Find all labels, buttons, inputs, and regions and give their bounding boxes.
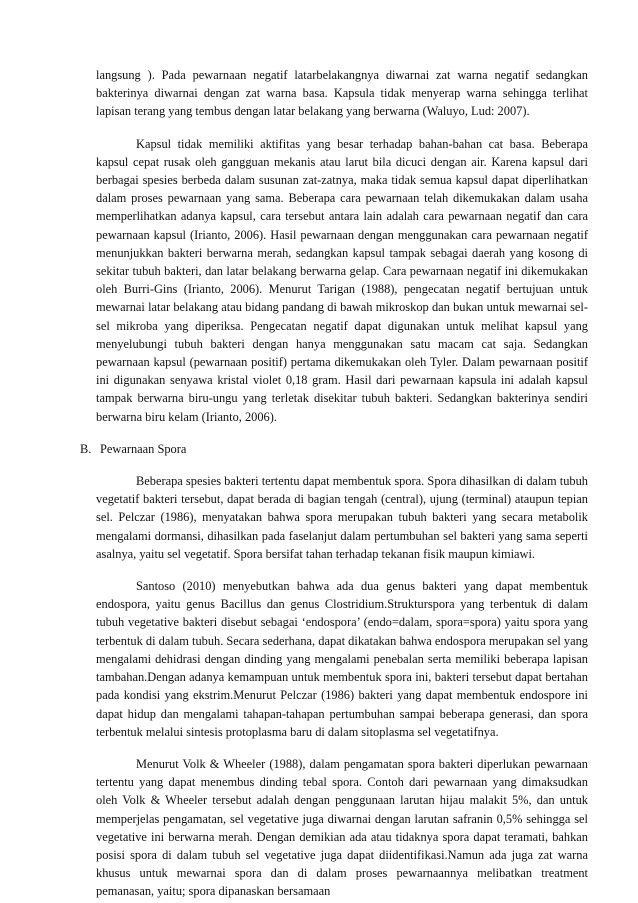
- paragraph-spore-staining: Menurut Volk & Wheeler (1988), dalam pengamatan spora bakteri diperlukan pewarnaan tertentu yang dapat menembus dinding tebal spora. Contoh dari pewarnaan yang dimaksudkan oleh Volk & Wheeler tersebut adalah dengan penggunaan larutan hijau malakit 5%, dan untuk memperjelas pengamatan, sel vegetative juga diwarnai dengan larutan safranin 0,5% sehingga sel vegetative ini berwarna merah. Dengan demikian ada atau tidaknya spora dapat teramati, bahkan posisi spora di dalam tubuh sel vegetative juga dapat diidentifikasi.Namun ada juga zat warna khusus untuk mewarnai spora dan di dalam proses pewarnaannya melibatkan treatment pemanasan, yaitu; spora dipanaskan bersamaan: [96, 756, 588, 899]
- section-letter: B.: [80, 441, 92, 456]
- document-page: [80, 66, 588, 901]
- paragraph-capsule-staining: Kapsul tidak memiliki aktifitas yang besar terhadap bahan-bahan cat basa. Beberapa kapsul cepat rusak oleh gangguan mekanis atau larut bila dicuci dengan air. Karena kapsul dari berbagai spesies berbeda dalam susunan zat-zatnya, maka tidak semua kapsul dapat diperlihatkan dalam proses pewarnaan yang sama. Beberapa cara pewarnaan telah dikemukakan dalam usaha memperlihatkan adanya kapsul, cara tersebut antara lain adalah cara pewarnaan negatif dan cara pewarnaan kapsul (Irianto, 2006). Hasil pewarnaan dengan menggunakan cara pewarnaan negatif menunjukkan bakteri berwarna merah, sedangkan kapsul tampak sebagai daerah yang kosong di sekitar tubuh bakteri, dan latar belakang berwarna gelap. Cara pewarnaan negatif ini dikemukakan oleh Burri-Gins (Irianto, 2006). Menurut Tarigan (1988), pengecatan negatif bertujuan untuk mewarnai latar belakang atau bidang pandang di bawah mikroskop dan bukan untuk mewarnai sel-sel mikroba yang diperiksa. Pengecatan negatif dapat digunakan untuk melihat kapsul yang menyelubungi tubuh bakteri dengan hanya menggunakan satu macam cat saja. Sedangkan pewarnaan kapsul (pewarnaan positif) pertama dikemukakan oleh Tyler. Dalam pewarnaan positif ini digunakan senyawa kristal violet 0,18 gram. Hasil dari pewarnaan kapsula ini adalah kapsul tampak berwarna biru-ungu yang terletak disekitar tubuh bakteri. Sedangkan bakterinya sendiri berwarna biru kelam (Irianto, 2006).: [96, 136, 588, 424]
- paragraph-spore-intro: Beberapa spesies bakteri tertentu dapat membentuk spora. Spora dihasilkan di dalam tubuh vegetatif bakteri tersebut, dapat berada di bagian tengah (central), ujung (terminal) ataupun tepian sel. Pelczar (1986), menyatakan bahwa spora merupakan tubuh bakteri yang secara metabolik mengalami dormansi, dihasilkan pada faselanjut dalam pertumbuhan sel bakteri yang sama seperti asalnya, yaitu sel vegetatif. Spora bersifat tahan terhadap tekanan fisik maupun kimiawi.: [96, 474, 588, 561]
- paragraph-negative-stain-continuation: langsung ). Pada pewarnaan negatif latarbelakangnya diwarnai zat warna negatif sedangkan bakterinya diwarnai dengan zat warna basa. Kapsula tidak menyerap warna sehingga terlihat lapisan terang yang tembus dengan latar belakang yang berwarna (Waluyo, Lud: 2007).: [96, 68, 588, 119]
- paragraph-endospore: Santoso (2010) menyebutkan bahwa ada dua genus bakteri yang dapat membentuk endospora, yaitu genus Bacillus dan genus Clostridium.Strukturspora yang terbentuk di dalam tubuh vegetative bakteri disebut sebagai ‘endospora’ (endo=dalam, spora=spora) yaitu spora yang terbentuk di dalam tubuh. Secara sederhana, dapat dikatakan bahwa endospora merupakan sel yang mengalami dehidrasi dengan dinding yang mengalami penebalan serta memiliki beberapa lapisan tambahan.Dengan adanya kemampuan untuk membentuk spora ini, bakteri tersebut dapat bertahan pada kondisi yang ekstrim.Menurut Pelczar (1986) bakteri yang dapat membentuk endospore ini dapat hidup dan mengalami tahapan-tahapan pertumbuhan sampai beberapa generasi, dan spora terbentuk melalui sintesis protoplasma baru di dalam sitoplasma sel vegetatifnya.: [96, 579, 588, 739]
- section-title: Pewarnaan Spora: [100, 441, 187, 456]
- section-heading: [80, 440, 588, 458]
